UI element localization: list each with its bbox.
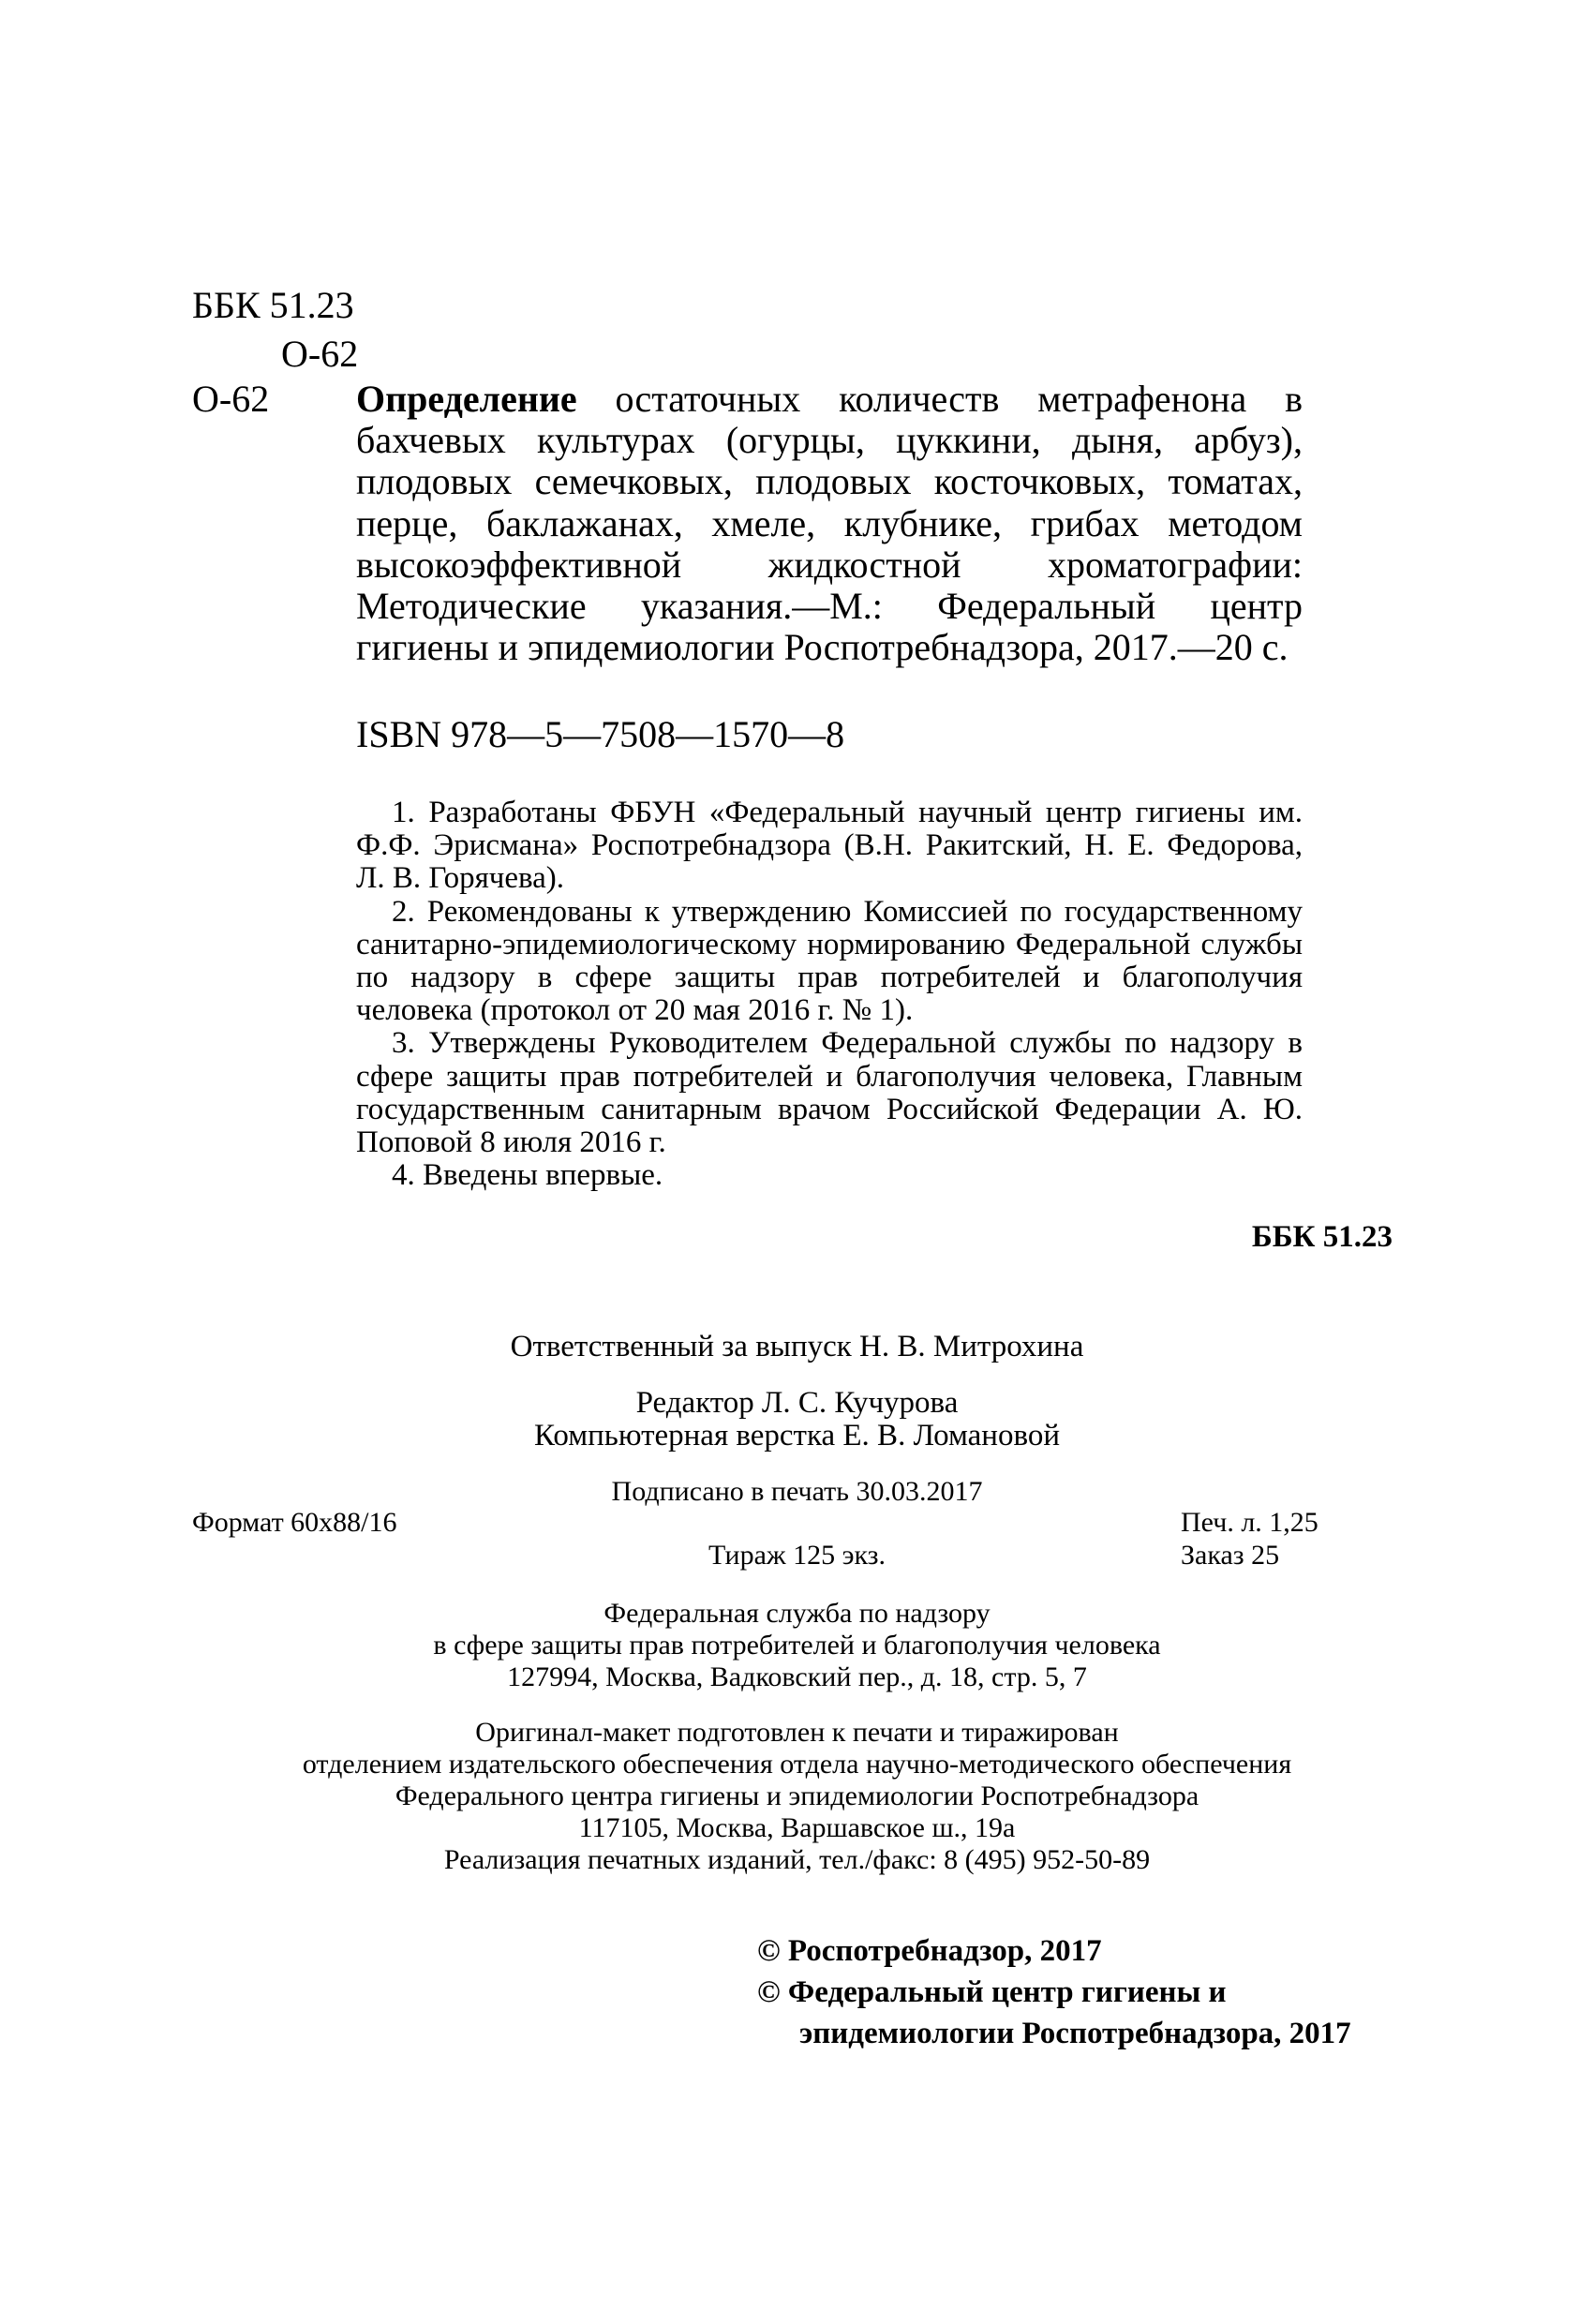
production-line: отделением издательского обеспечения отдела научно-методического обеспечения <box>302 1749 1292 1780</box>
bbk-index-bottom: ББК 51.23 <box>1251 1220 1393 1254</box>
copyright-line: © Федеральный центр гигиены и <box>757 1975 1227 2009</box>
note-item: 1. Разработаны ФБУН «Федеральный научный центр гигиены им. Ф.Ф. Эрисмана» Роспотребнадзора (В.Н. Ракитский, Н. Е. Федорова, Л. В. Горячева). <box>356 796 1303 896</box>
copyright-line: © Роспотребнадзор, 2017 <box>757 1934 1102 1968</box>
publisher-line: Федеральная служба по надзору <box>603 1598 991 1629</box>
circulation: Тираж 125 экз. <box>708 1540 886 1571</box>
annotation-code: О-62 <box>192 378 270 420</box>
annotation-term: Определение <box>356 378 577 420</box>
layout-credit: Компьютерная верстка Е. В. Ломановой <box>534 1419 1060 1452</box>
responsible-editor: Ответственный за выпуск Н. В. Митрохина <box>510 1330 1084 1363</box>
publisher-line: в сфере защиты прав потребителей и благополучия человека <box>433 1630 1161 1661</box>
bbk-code: ББК 51.23 <box>192 284 354 326</box>
note-item: 4. Введены впервые. <box>392 1158 663 1193</box>
annotation-body: остаточных количеств метрафенона в бахчевых культурах (огурцы, цуккини, дыня, арбуз), плодовых семечковых, плодовых косточковых, томатах, перце, баклажанах, хмеле, клубнике, грибах методом высокоэффективной жидкостной хроматографии: Методические указания.—М.: Федеральный центр гигиены и эпидемиологии Роспотребнадзора, 2017.—20 с. <box>356 378 1303 669</box>
production-address: 117105, Москва, Варшавское ш., 19а <box>578 1812 1016 1843</box>
author-mark: О-62 <box>281 333 359 375</box>
copyright-block <box>757 1930 1351 2054</box>
production-line: Оригинал-макет подготовлен к печати и тиражирован <box>475 1717 1119 1748</box>
bbk-index-top <box>192 281 358 379</box>
note-item: 2. Рекомендованы к утверждению Комиссией по государственному санитарно-эпидемиологическому нормированию Федеральной службы по надзору в сфере защиты прав потребителей и благополучия человека (протокол от 20 мая 2016 г. № 1). <box>356 894 1303 1028</box>
isbn: ISBN 978—5—7508—1570—8 <box>356 713 845 755</box>
signed-date: Подписано в печать 30.03.2017 <box>611 1476 983 1507</box>
production-line: Федерального центра гигиены и эпидемиологии Роспотребнадзора <box>395 1780 1199 1811</box>
paper-format: Формат 60x88/16 <box>192 1507 397 1538</box>
editor: Редактор Л. С. Кучурова <box>635 1386 959 1420</box>
publisher-address: 127994, Москва, Вадковский пер., д. 18, стр. 5, 7 <box>507 1661 1087 1692</box>
development-notes <box>356 797 1303 1192</box>
bibliographic-annotation <box>356 379 1303 668</box>
copyright-line: эпидемиологии Роспотребнадзора, 2017 <box>799 2017 1351 2050</box>
sales-contact: Реализация печатных изданий, тел./факс: 8 (495) 952-50-89 <box>443 1844 1151 1875</box>
note-item: 3. Утверждены Руководителем Федеральной службы по надзору в сфере защиты прав потребителей и благополучия человека, Главным государственным санитарным врачом Российской Федерации А. Ю. Поповой 8 июля 2016 г. <box>356 1026 1303 1160</box>
print-sheets: Печ. л. 1,25 <box>1181 1507 1318 1538</box>
order-number: Заказ 25 <box>1181 1540 1280 1571</box>
